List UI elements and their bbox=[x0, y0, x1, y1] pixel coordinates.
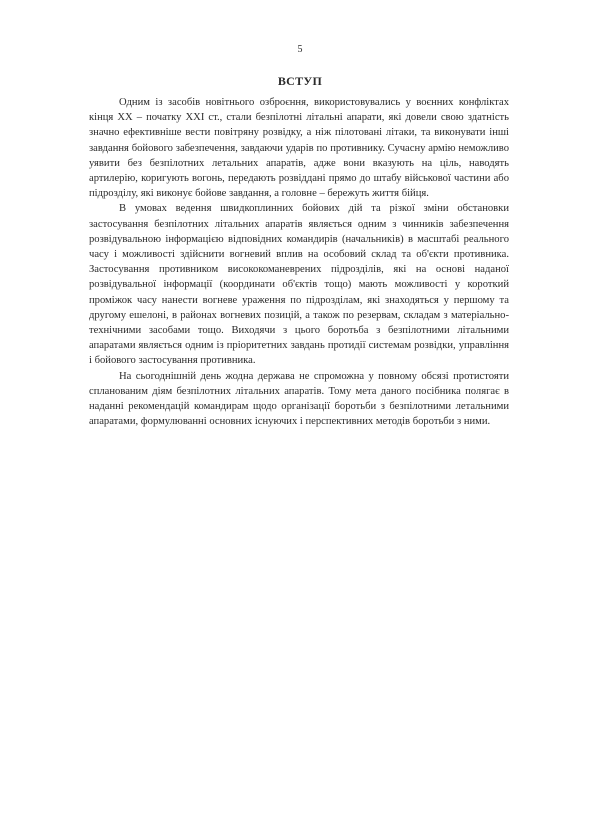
body-text bbox=[89, 95, 509, 429]
paragraph-2: В умовах ведення швидкоплинних бойових дій та різкої зміни обстановки застосування безпілотних літальних апаратів являється одним з чинників забезпечення розвідувальною інформацією відповідних командирів (начальників) в масштабі реального часу і можливості здійснити вогневий вплив на особовий склад та об'єкти противника. Застосування противником висококоманеврених підрозділів, які на основі наданої розвідувальної інформації (координати об'єктів тощо) мають можливості у короткий проміжок часу нанести вогневе ураження по підрозділам, які знаходяться у першому та другому ешелоні, в районах вогневих позицій, а також по резервам, складам з матеріально-технічними засобами тощо. Виходячи з цього боротьба з безпілотними літальними апаратами являється одним із пріоритетних завдань протидії системам розвідки, управління і бойового застосування противника. bbox=[89, 203, 509, 367]
paragraph-1: Одним із засобів новітнього озброєння, використовувались у воєнних конфліктах кінця XX – початку XXI ст., стали безпілотні літальні апарати, які довели свою здатність значно ефективніше вести повітряну розвідку, а ніж пілотовані літаки, та виконувати інші завдання бойового забезпечення, завдаючи ударів по противнику. Сучасну армію неможливо уявити без безпілотних летальних апаратів, адже вони вказують на ціль, наводять артилерію, коригують вогонь, передають розвіддані прямо до штабу військової частини або підрозділу, які виконує бойове завдання, а головне – бережуть життя бійця. bbox=[89, 97, 509, 200]
paragraph-3: На сьогоднішній день жодна держава не спроможна у повному обсязі протистояти спланованим діям безпілотних літальних апаратів. Тому мета даного посібника полягає в наданні рекомендацій командирам щодо організації боротьби з безпілотними летальними апаратами, формулюванні основних існуючих і перспективних методів боротьби з ними. bbox=[89, 370, 509, 428]
page-title: ВСТУП bbox=[277, 74, 323, 88]
page-number: 5 bbox=[297, 44, 303, 55]
